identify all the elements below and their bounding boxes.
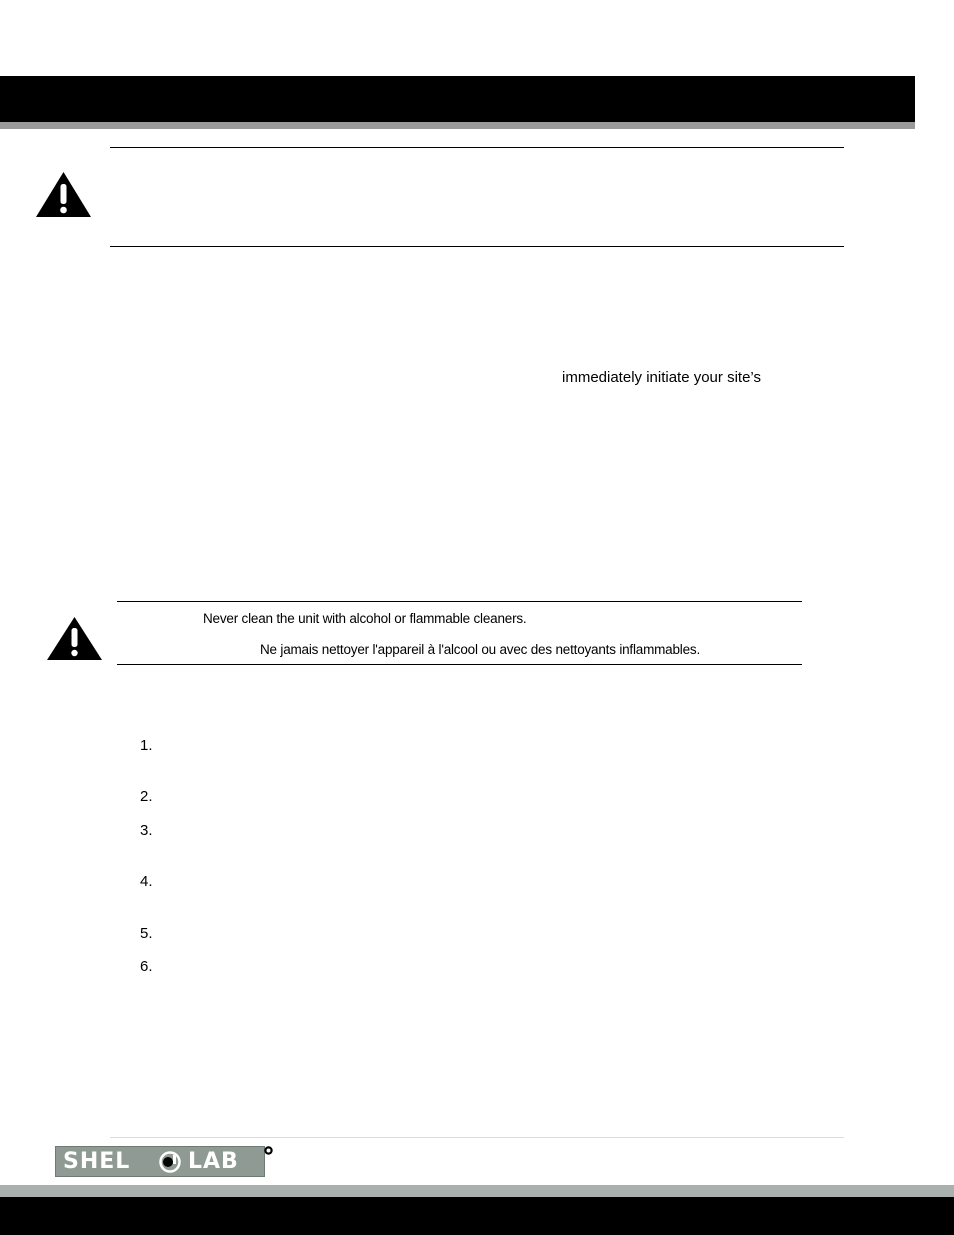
footer-accent-bar xyxy=(0,1185,954,1197)
page-header-bar xyxy=(0,76,915,122)
step-number-4: 4. xyxy=(140,873,153,890)
warning-2-bottom-rule xyxy=(117,664,802,665)
step-number-2: 2. xyxy=(140,788,153,805)
warning-1-bottom-rule xyxy=(110,246,844,247)
registered-trademark-icon xyxy=(264,1146,273,1155)
shellab-logo xyxy=(55,1146,265,1177)
warning-triangle-icon xyxy=(46,615,103,661)
body-text-fragment: immediately initiate your site’s xyxy=(562,369,761,386)
step-number-6: 6. xyxy=(140,958,153,975)
warning-2-top-rule xyxy=(117,601,802,602)
caution-text-english: Never clean the unit with alcohol or flammable cleaners. xyxy=(203,611,527,626)
step-number-3: 3. xyxy=(140,822,153,839)
caution-text-french: Ne jamais nettoyer l'appareil à l'alcool ou avec des nettoyants inflammables. xyxy=(260,642,700,657)
sheldon-circle-logo-icon xyxy=(159,1151,181,1173)
logo-text-lab: LAB xyxy=(188,1149,239,1174)
logo-text-shel: SHEL xyxy=(63,1149,131,1174)
footer-bar xyxy=(0,1197,954,1235)
page-header-underline xyxy=(0,122,915,129)
step-number-1: 1. xyxy=(140,737,153,754)
step-number-5: 5. xyxy=(140,925,153,942)
warning-1-top-rule xyxy=(110,147,844,148)
footer-rule xyxy=(110,1137,844,1138)
warning-triangle-icon xyxy=(35,170,92,218)
